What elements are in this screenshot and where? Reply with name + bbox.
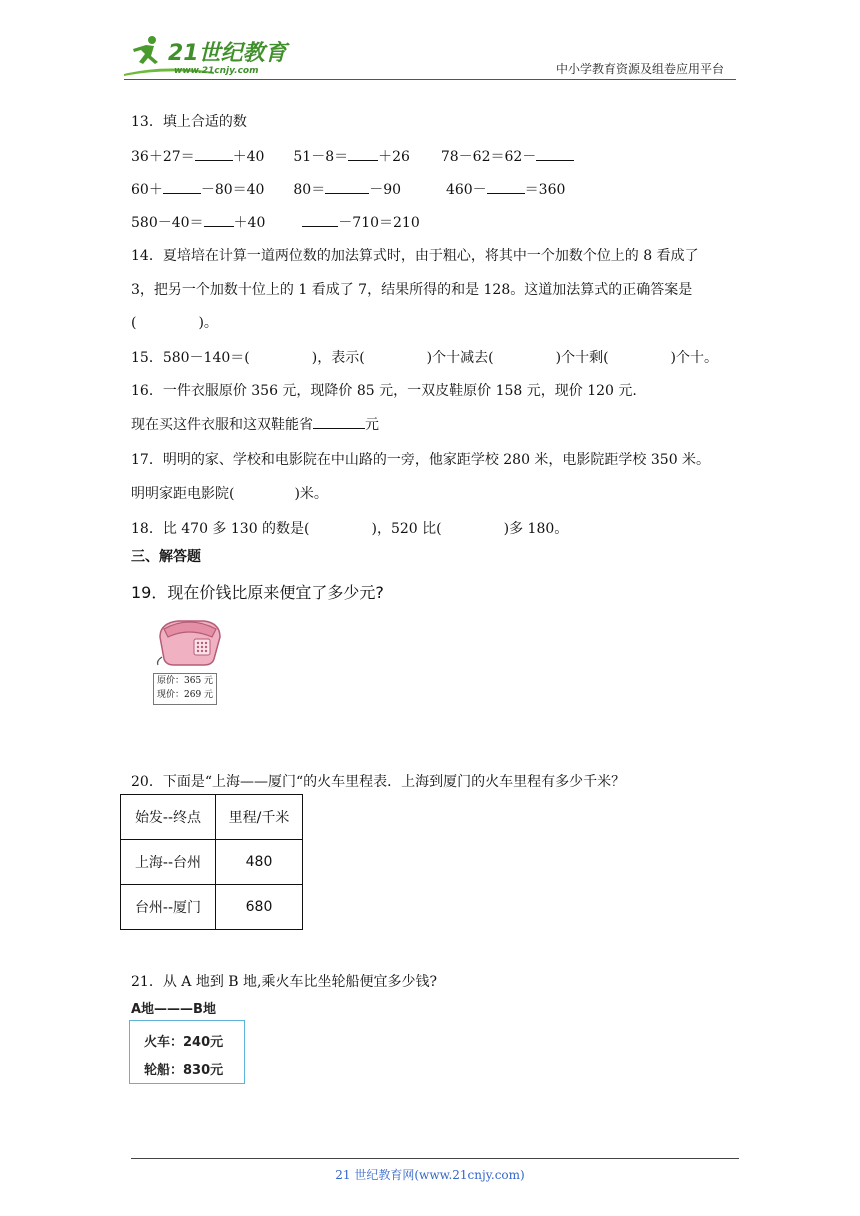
table-row <box>121 840 303 885</box>
footer-link[interactable]: 21 世纪教育网(www.21cnjy.com) <box>335 1168 525 1182</box>
table-header: 里程/千米 <box>216 795 303 840</box>
paren-open: ( <box>131 315 137 331</box>
table-cell: 上海--台州 <box>121 840 216 885</box>
q13-r2-a2: －80＝40 <box>200 182 265 198</box>
q14-line1: 14．夏培培在计算一道两位数的加法算式时，由于粗心，将其中一个加数个位上的 8 看成了 <box>131 248 699 264</box>
q18-part3: )多 180。 <box>503 521 569 537</box>
table-cell: 680 <box>216 885 303 930</box>
table-header: 始发--终点 <box>121 795 216 840</box>
q13-r2-c1: 460－ <box>445 182 487 198</box>
footer-divider <box>131 1158 739 1159</box>
answer-blank[interactable] <box>536 146 574 161</box>
original-price: 原价：365 元 <box>157 676 214 686</box>
q13-r1-a2: ＋40 <box>232 149 265 165</box>
q13-r2-b1: 80＝ <box>293 182 326 198</box>
header-platform-text: 中小学教育资源及组卷应用平台 <box>555 62 724 76</box>
q13-r2-a1: 60＋ <box>131 182 163 198</box>
q15-part2: )，表示( <box>311 350 365 366</box>
q13-r3-a1: 580－40＝ <box>131 215 204 231</box>
section-heading: 三、解答题 <box>131 549 201 565</box>
answer-blank[interactable] <box>313 414 365 429</box>
q16-line1: 16．一件衣服原价 356 元，现降价 85 元，一双皮鞋原价 158 元，现价 120 元. <box>131 383 637 399</box>
table-cell: 480 <box>216 840 303 885</box>
paren-close: )。 <box>198 315 218 331</box>
q17-line1: 17．明明的家、学校和电影院在中山路的一旁，他家距学校 280 米，电影院距学校 350 米。 <box>131 452 711 468</box>
answer-blank[interactable] <box>204 212 234 227</box>
site-logo <box>124 34 294 80</box>
q19-text: 19．现在价钱比原来便宜了多少元? <box>131 583 384 602</box>
q15-part4: )个十剩( <box>555 350 609 366</box>
q13-r3-b2: －710＝210 <box>338 215 420 231</box>
q17-unit: )米。 <box>294 486 328 502</box>
q18-line <box>131 519 568 539</box>
q14-line3 <box>131 313 218 333</box>
q13-r2-c2: ＝360 <box>524 182 566 198</box>
ship-fare: 轮船：830元 <box>144 1063 224 1078</box>
telephone-icon <box>154 617 224 667</box>
q14-line2: 3，把另一个加数十位上的 1 看成了 7，结果所得的和是 128。这道加法算式的正确答案是 <box>131 282 693 298</box>
q13-r2-b2: －90 <box>369 182 402 198</box>
table-cell: 台州--厦门 <box>121 885 216 930</box>
answer-blank[interactable] <box>325 179 369 194</box>
q18-part2: )，520 比( <box>371 521 442 537</box>
q15-part5: )个十。 <box>670 350 719 366</box>
q17-text: 明明家距电影院( <box>131 486 235 502</box>
q13-r3-a2: ＋40 <box>233 215 266 231</box>
q13-r1-b2: ＋26 <box>378 149 410 165</box>
q15-part3: )个十减去( <box>426 350 494 366</box>
q16-text: 现在买这件衣服和这双鞋能省 <box>131 417 313 433</box>
q15-part1: 15．580－140＝( <box>131 350 250 366</box>
q13-title: 13．填上合适的数 <box>131 114 247 130</box>
answer-blank[interactable] <box>487 179 525 194</box>
q21-text: 21．从 A 地到 B 地,乘火车比坐轮船便宜多少钱? <box>131 974 437 990</box>
q18-part1: 18．比 470 多 130 的数是( <box>131 521 310 537</box>
q13-row1 <box>131 146 574 167</box>
current-price: 现价：269 元 <box>157 690 214 700</box>
q16-unit: 元 <box>365 417 379 433</box>
q20-text: 20．下面是“上海——厦门“的火车里程表．上海到厦门的火车里程有多少千米？ <box>131 774 626 790</box>
table-header-row <box>121 795 303 840</box>
answer-blank[interactable] <box>302 212 338 227</box>
fare-box <box>129 1020 245 1084</box>
q13-r1-b1: 51－8＝ <box>293 149 349 165</box>
q13-r1-a1: 36＋27＝ <box>131 149 195 165</box>
route-label: A地———B地 <box>131 1002 216 1017</box>
train-fare: 火车：240元 <box>144 1035 224 1050</box>
distance-table <box>120 794 303 930</box>
q13-row2 <box>131 179 565 200</box>
q13-row3 <box>131 212 420 233</box>
answer-blank[interactable] <box>348 146 378 161</box>
q16-line2 <box>131 414 379 435</box>
header-divider <box>124 79 736 80</box>
table-row <box>121 885 303 930</box>
q17-line2 <box>131 484 328 504</box>
logo-text: 21世纪教育 <box>168 41 287 66</box>
logo-url: www.21cnjy.com <box>174 66 259 76</box>
answer-blank[interactable] <box>195 146 233 161</box>
answer-blank[interactable] <box>163 179 201 194</box>
q13-r1-c1: 78－62＝62－ <box>440 149 537 165</box>
price-tag <box>153 673 217 705</box>
q15-line <box>131 348 718 368</box>
